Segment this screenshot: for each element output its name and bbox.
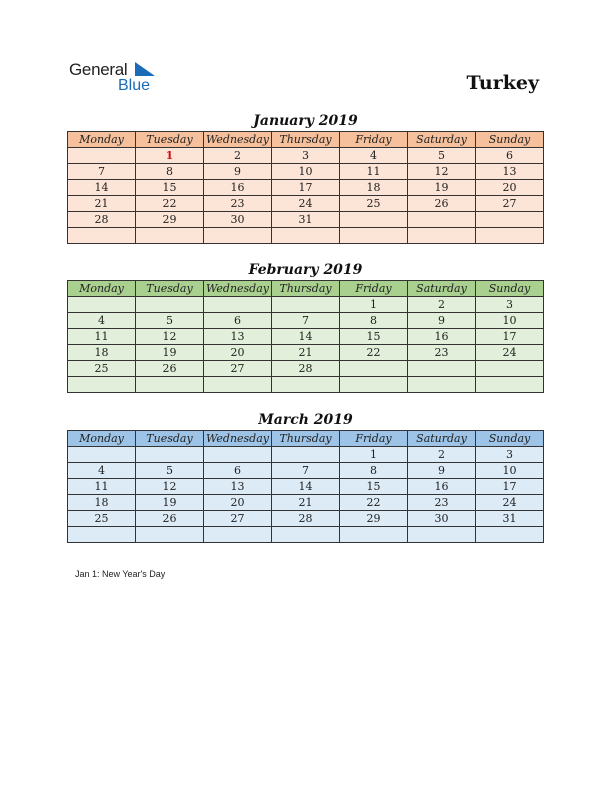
day-cell: 9 — [408, 313, 476, 329]
day-cell: 24 — [272, 196, 340, 212]
weekday-header: Saturday — [408, 132, 476, 148]
day-cell: 31 — [272, 212, 340, 228]
week-row — [68, 228, 544, 244]
day-cell: 2 — [204, 148, 272, 164]
weekday-header: Sunday — [476, 281, 544, 297]
weekday-header: Wednesday — [204, 132, 272, 148]
day-cell — [68, 148, 136, 164]
day-cell: 17 — [476, 479, 544, 495]
day-cell: 22 — [340, 495, 408, 511]
day-cell — [476, 377, 544, 393]
day-cell: 20 — [204, 345, 272, 361]
day-cell: 4 — [68, 463, 136, 479]
day-cell: 15 — [340, 329, 408, 345]
day-cell: 11 — [68, 329, 136, 345]
day-cell: 27 — [204, 511, 272, 527]
day-cell: 19 — [136, 495, 204, 511]
week-row — [68, 345, 544, 361]
weekday-header-row — [68, 132, 544, 148]
day-cell: 20 — [204, 495, 272, 511]
day-cell: 12 — [408, 164, 476, 180]
day-cell: 1 — [340, 447, 408, 463]
day-cell: 21 — [68, 196, 136, 212]
month-title: February 2019 — [248, 262, 363, 278]
day-cell: 28 — [68, 212, 136, 228]
week-row — [68, 447, 544, 463]
week-row — [68, 463, 544, 479]
weekday-header: Friday — [340, 132, 408, 148]
day-cell: 12 — [136, 329, 204, 345]
day-cell — [476, 212, 544, 228]
week-row — [68, 329, 544, 345]
weekday-header: Thursday — [272, 132, 340, 148]
weekday-header: Tuesday — [136, 132, 204, 148]
week-row — [68, 313, 544, 329]
day-cell: 8 — [136, 164, 204, 180]
day-cell — [204, 228, 272, 244]
day-cell — [476, 527, 544, 543]
day-cell — [476, 228, 544, 244]
day-cell: 18 — [68, 345, 136, 361]
day-cell: 5 — [136, 463, 204, 479]
weekday-header: Monday — [68, 281, 136, 297]
day-cell: 6 — [476, 148, 544, 164]
day-cell: 21 — [272, 345, 340, 361]
generalblue-logo — [69, 60, 169, 96]
weekday-header: Wednesday — [204, 431, 272, 447]
day-cell: 17 — [272, 180, 340, 196]
day-cell — [272, 377, 340, 393]
weekday-header: Thursday — [272, 281, 340, 297]
day-cell: 13 — [204, 479, 272, 495]
day-cell — [204, 527, 272, 543]
day-cell: 23 — [204, 196, 272, 212]
day-cell: 22 — [340, 345, 408, 361]
day-cell: 6 — [204, 313, 272, 329]
day-cell — [340, 527, 408, 543]
day-cell: 5 — [136, 313, 204, 329]
weekday-header: Wednesday — [204, 281, 272, 297]
day-cell: 3 — [272, 148, 340, 164]
day-cell: 31 — [476, 511, 544, 527]
day-cell: 21 — [272, 495, 340, 511]
day-cell: 23 — [408, 495, 476, 511]
day-cell: 19 — [408, 180, 476, 196]
weekday-header-row — [68, 431, 544, 447]
week-row — [68, 180, 544, 196]
day-cell: 7 — [272, 463, 340, 479]
day-cell — [408, 361, 476, 377]
day-cell: 1 — [136, 148, 204, 164]
calendar-table — [67, 131, 544, 244]
logo-text-blue: Blue — [118, 77, 151, 94]
month-january — [67, 112, 544, 244]
day-cell — [68, 527, 136, 543]
day-cell: 30 — [204, 212, 272, 228]
day-cell — [204, 377, 272, 393]
day-cell: 16 — [408, 329, 476, 345]
day-cell: 13 — [476, 164, 544, 180]
day-cell: 14 — [272, 479, 340, 495]
day-cell: 26 — [136, 511, 204, 527]
day-cell: 29 — [136, 212, 204, 228]
day-cell: 10 — [476, 463, 544, 479]
day-cell: 6 — [204, 463, 272, 479]
day-cell: 11 — [68, 479, 136, 495]
day-cell: 3 — [476, 447, 544, 463]
weekday-header-row — [68, 281, 544, 297]
day-cell: 18 — [68, 495, 136, 511]
day-cell: 23 — [408, 345, 476, 361]
week-row — [68, 164, 544, 180]
day-cell — [272, 447, 340, 463]
day-cell: 18 — [340, 180, 408, 196]
day-cell: 29 — [340, 511, 408, 527]
day-cell: 16 — [408, 479, 476, 495]
week-row — [68, 377, 544, 393]
day-cell: 4 — [340, 148, 408, 164]
weekday-header: Sunday — [476, 132, 544, 148]
day-cell — [136, 297, 204, 313]
day-cell — [476, 361, 544, 377]
day-cell — [408, 212, 476, 228]
weekday-header: Monday — [68, 431, 136, 447]
day-cell: 1 — [340, 297, 408, 313]
day-cell: 7 — [272, 313, 340, 329]
day-cell: 9 — [204, 164, 272, 180]
day-cell: 27 — [476, 196, 544, 212]
day-cell — [68, 447, 136, 463]
day-cell — [272, 228, 340, 244]
week-row — [68, 495, 544, 511]
day-cell — [68, 377, 136, 393]
day-cell: 4 — [68, 313, 136, 329]
day-cell: 25 — [68, 361, 136, 377]
day-cell — [340, 361, 408, 377]
day-cell: 15 — [136, 180, 204, 196]
day-cell — [340, 212, 408, 228]
month-february — [67, 261, 544, 393]
day-cell — [136, 527, 204, 543]
day-cell: 9 — [408, 463, 476, 479]
week-row — [68, 212, 544, 228]
day-cell: 7 — [68, 164, 136, 180]
day-cell: 26 — [136, 361, 204, 377]
day-cell — [68, 228, 136, 244]
day-cell: 28 — [272, 361, 340, 377]
week-row — [68, 148, 544, 164]
week-row — [68, 361, 544, 377]
holiday-note: Jan 1: New Year's Day — [75, 569, 166, 579]
weekday-header: Friday — [340, 431, 408, 447]
week-row — [68, 511, 544, 527]
week-row — [68, 297, 544, 313]
calendar-table — [67, 280, 544, 393]
day-cell: 20 — [476, 180, 544, 196]
day-cell: 30 — [408, 511, 476, 527]
country-title: Turkey — [466, 72, 539, 94]
day-cell: 25 — [340, 196, 408, 212]
day-cell — [272, 297, 340, 313]
day-cell: 17 — [476, 329, 544, 345]
weekday-header: Saturday — [408, 281, 476, 297]
weekday-header: Saturday — [408, 431, 476, 447]
day-cell — [340, 228, 408, 244]
day-cell: 10 — [272, 164, 340, 180]
month-title: January 2019 — [253, 113, 358, 129]
day-cell: 27 — [204, 361, 272, 377]
day-cell: 24 — [476, 345, 544, 361]
day-cell: 19 — [136, 345, 204, 361]
month-title: March 2019 — [258, 412, 353, 428]
day-cell: 24 — [476, 495, 544, 511]
day-cell: 13 — [204, 329, 272, 345]
day-cell: 28 — [272, 511, 340, 527]
week-row — [68, 479, 544, 495]
month-march — [67, 411, 544, 543]
day-cell — [136, 228, 204, 244]
weekday-header: Tuesday — [136, 431, 204, 447]
weekday-header: Tuesday — [136, 281, 204, 297]
logo-text-general: General — [69, 60, 128, 79]
calendar-table — [67, 430, 544, 543]
logo-triangle-icon — [135, 62, 155, 76]
day-cell — [408, 527, 476, 543]
day-cell: 3 — [476, 297, 544, 313]
day-cell — [408, 377, 476, 393]
day-cell: 2 — [408, 297, 476, 313]
week-row — [68, 527, 544, 543]
week-row — [68, 196, 544, 212]
day-cell — [408, 228, 476, 244]
day-cell — [204, 297, 272, 313]
day-cell: 11 — [340, 164, 408, 180]
weekday-header: Monday — [68, 132, 136, 148]
day-cell — [272, 527, 340, 543]
day-cell: 10 — [476, 313, 544, 329]
day-cell: 16 — [204, 180, 272, 196]
day-cell — [68, 297, 136, 313]
weekday-header: Sunday — [476, 431, 544, 447]
day-cell: 14 — [272, 329, 340, 345]
day-cell: 2 — [408, 447, 476, 463]
day-cell: 14 — [68, 180, 136, 196]
day-cell — [340, 377, 408, 393]
day-cell: 26 — [408, 196, 476, 212]
day-cell: 5 — [408, 148, 476, 164]
day-cell — [136, 377, 204, 393]
day-cell: 8 — [340, 313, 408, 329]
weekday-header: Thursday — [272, 431, 340, 447]
day-cell: 8 — [340, 463, 408, 479]
day-cell: 22 — [136, 196, 204, 212]
day-cell: 25 — [68, 511, 136, 527]
weekday-header: Friday — [340, 281, 408, 297]
day-cell — [204, 447, 272, 463]
day-cell — [136, 447, 204, 463]
day-cell: 12 — [136, 479, 204, 495]
day-cell: 15 — [340, 479, 408, 495]
